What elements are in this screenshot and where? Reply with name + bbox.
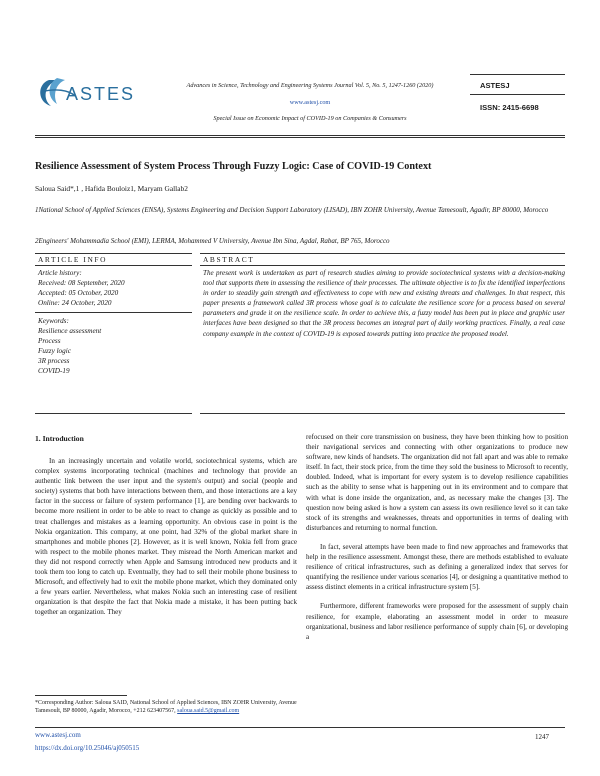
footer-rule [35,727,565,728]
abstract-rule-bottom [200,265,565,266]
corresponding-author-footnote [35,699,297,716]
keyword: Process [38,337,61,345]
footnote-text: *Corresponding Author: Saloua SAID, National School of Applied Sciences, IBN ZOHR University, Avenue Tamesoult, BP 80000, Agadir, Morocco, +212 623407567, [35,700,297,715]
body-paragraph: In an increasingly uncertain and volatile world, sociotechnical systems, which are complex systems incorporating technical (machines and technology that provide an authentic link between the user input and the system's output) and social (people and society) systems that both have interactions between them, and those interactions are a key factor in the success or failure of system performance [1], are bending over backwards to become more resilient in order to be able to react to change as quickly as possible and to treat challenges and mistakes as a learning opportunity. An obvious case in point is the Nokia organization. This company, at one point, had 32% of the global market share in smartphones and mobile phones [2]. However, as it is well known, Nokia fell from grace with respect to the mobile phones market. They misread the North American market and they did not respond correctly when Apple and Samsung introduced new products and it took them too long to catch up. Eventually, they had to sell their mobile phone business to Microsoft, and effectively had to exit the mobile phone market, which they dominated only a few years earlier. Nevertheless, what makes Nokia such an interesting case of resilient organization is that despite the fact that Nokia made a mistake, it has been putting back together an organization. They [35,457,297,617]
article-info-heading: ARTICLE INFO [38,255,108,264]
doi-link[interactable]: https://dx.doi.org/10.25046/aj050515 [35,744,140,752]
body-paragraph: Furthermore, different frameworks were proposed for the assessment of supply chain resilience, for example, elaborating an assessment model in order to measure organizational, business and labor resilience performance of supply chain [6], or developing a [306,602,568,641]
online-date: Online: 24 October, 2020 [38,299,112,307]
page-number: 1247 [535,733,549,741]
accepted-date: Accepted: 05 October, 2020 [38,289,119,297]
body-paragraph: In fact, several attempts have been made to find new approaches and frameworks that help in the resilience assessment. Amongst these, there are methods established to evaluate resilience of critical infrastructures, such as defining a generalized index that serves for quantifying the resilience under various scenarios [4], or designing a quantitative method to assess distinct elements in a critical infrastructure system [5]. [306,542,568,592]
header-rule [35,135,565,136]
authors: Saloua Said*,1 , Hafida Bouloiz1, Maryam Gallab2 [35,184,188,193]
header-divider-mid [470,94,565,95]
left-column [35,456,297,618]
received-date: Received: 08 September, 2020 [38,279,125,287]
issn: ISSN: 2415-6698 [480,103,539,112]
keyword: 3R process [38,357,70,365]
abstract-rule-end [200,413,565,414]
journal-url-link[interactable]: www.astesj.com [289,99,331,106]
special-issue: Special Issue on Economic Impact of COVID-19 on Companies & Consumers [213,115,407,122]
site-link[interactable]: www.astesj.com [35,731,81,739]
issn-box [480,81,576,125]
header-rule-double [35,137,565,138]
info-rule-bottom [35,265,192,266]
journal-citation: Advances in Science, Technology and Engineering Systems Journal Vol. 5, No. 5, 1247-1260 (2020) [186,82,434,89]
body-paragraph: refocused on their core transmission on business, they have been thinking how to position their navigational services and connecting with other organizations to produce new software, new kinds of handsets. The organization did not fall apart and was able to remake itself. In fact, their stock price, from the time they sold the business to Microsoft to recently, doubled. Indeed, what is important for every system is to develop resilience capabilities such as the ability to sense what is happening out in its environment and to compare that with what is done inside the organization, and, as necessary make the changes [3]. The question now being asked is how a system can assess its own resilience level so it can take stock of its strengths and weaknesses, threats and opportunities in terms of dealing with disturbances and returning to normal function. [306,433,568,532]
abstract-heading: ABSTRACT [203,255,255,264]
history-label: Article history: [38,269,82,277]
keywords-label: Keywords: [38,317,69,325]
keyword: COVID-19 [38,367,70,375]
info-rule-top [35,253,192,254]
keyword: Fuzzy logic [38,347,71,355]
article-history [38,268,193,308]
footnote-rule [35,695,127,696]
info-rule-end [35,413,192,414]
affiliation-1: 1National School of Applied Sciences (ENSA), Systems Engineering and Decision Support Laboratory (LISAD), IBN ZOHR University, Avenue Tamesoult, Agadir, BP 80000, Morocco [35,206,549,214]
keyword: Resilience assessment [38,327,102,335]
keywords-block [38,316,193,376]
keywords-divider [35,312,192,313]
abstract-text: The present work is undertaken as part of research studies aiming to provide sociotechnical systems with a decision-making tool that supports them in assessing the resilience of their processes. The ultimate objective is to fix the identified imperfections in order to steadily gain strength and effectiveness to cope with new and existing threats and challenges. In that respect, this paper presents a framework called 3R process whose goal is to calculate the resilience score for a process based on several parameters and grade it on the resilience scale. In order to achieve this, a fuzzy model has been put in place and graphic user interfaces have been designed so that the 3R process becomes an integral part of daily working practices. Finally, a real case company example in the context of COVID-19 is exposed towards putting into practice the proposed model. [203,269,565,338]
right-column [306,432,568,642]
affiliation-2: 2Engineers' Mohammadia School (EMI), LERMA, Mohammed V University, Avenue Ibn Sina, Agdal, Rabat, BP 765, Morocco [35,237,390,245]
paper-title: Resilience Assessment of System Process Through Fuzzy Logic: Case of COVID-19 Context [35,161,432,172]
logo-wordmark: ASTES [66,84,136,104]
author-email-link[interactable]: saloua.said.5@gmail.com [177,708,240,715]
abstract-rule-top [200,253,565,254]
journal-abbrev: ASTESJ [480,81,510,90]
header-divider-top [470,74,565,75]
introduction-heading: 1. Introduction [35,434,84,443]
